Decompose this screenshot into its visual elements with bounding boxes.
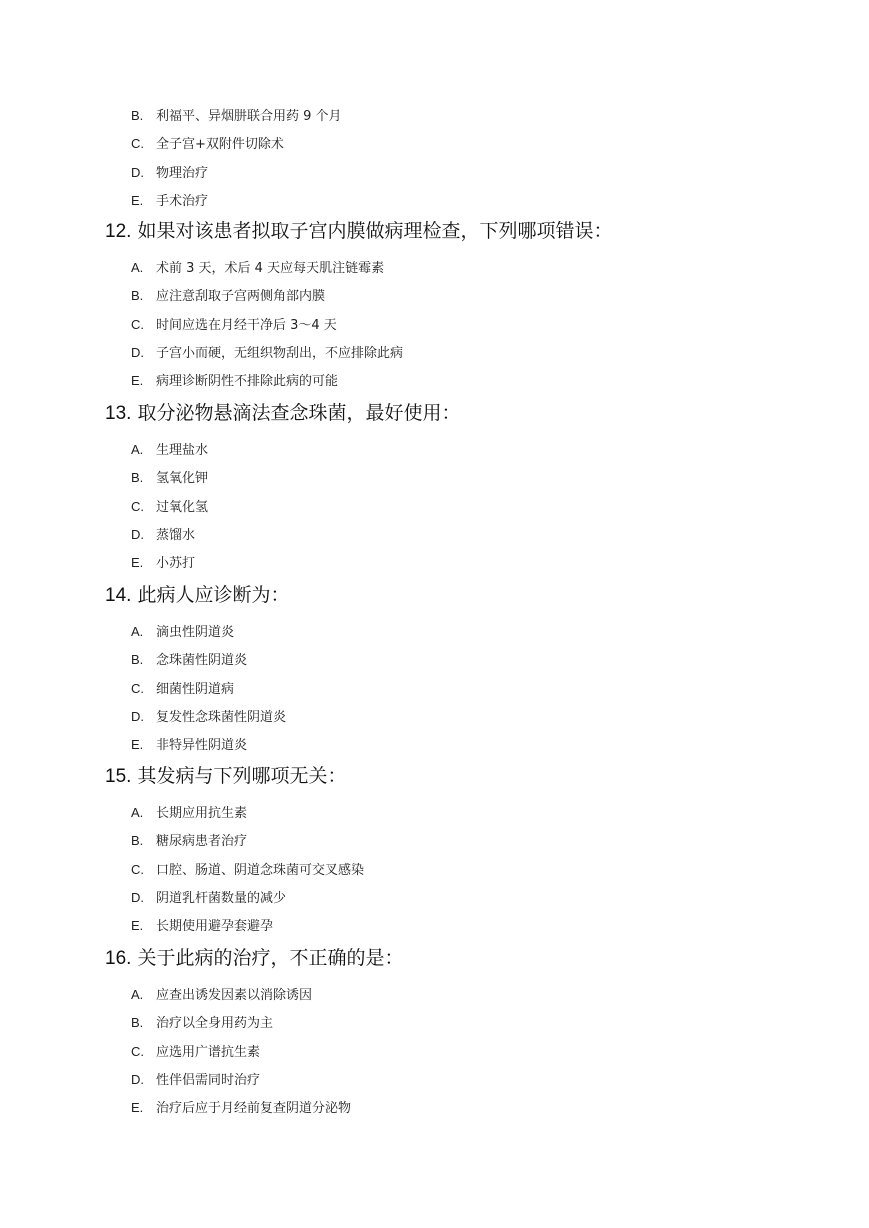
option-text: 口腔、肠道、阴道念珠菌可交叉感染 — [156, 862, 365, 878]
option-item — [131, 731, 289, 759]
option-item — [131, 646, 289, 674]
option-letter: E. — [131, 555, 144, 571]
option-text: 治疗后应于月经前复查阴道分泌物 — [156, 1101, 352, 1117]
option-letter: B. — [131, 1015, 144, 1031]
option-letter: A. — [131, 987, 144, 1002]
option-text: 物理治疗 — [156, 165, 209, 181]
option-letter: D. — [131, 344, 144, 360]
option-text: 应选用广谱抗生素 — [156, 1044, 261, 1060]
option-item — [131, 282, 612, 310]
option-item — [131, 493, 460, 521]
question-stem: 如果对该患者拟取子宫内膜做病理检查，下列哪项错误： — [137, 220, 613, 242]
question-14 — [105, 583, 289, 759]
option-item — [131, 436, 460, 464]
question-number: 13. — [105, 403, 132, 424]
option-item — [131, 254, 612, 282]
option-letter: D. — [131, 708, 144, 724]
option-letter: A. — [131, 260, 144, 275]
question-number: 15. — [105, 766, 132, 787]
option-item — [131, 675, 289, 703]
option-item — [131, 521, 460, 549]
option-item — [131, 311, 612, 339]
question-stem: 其发病与下列哪项无关： — [137, 765, 347, 787]
option-text: 滴虫性阴道炎 — [156, 625, 235, 640]
options-list — [131, 799, 364, 940]
option-item — [131, 159, 342, 187]
option-text: 时间应选在月经干净后 3～4 天 — [156, 317, 337, 333]
option-letter: C. — [131, 136, 144, 152]
option-item — [131, 367, 612, 395]
option-item — [131, 981, 403, 1009]
options-list — [131, 254, 612, 395]
question-title — [105, 764, 364, 788]
option-text: 蒸馏水 — [156, 527, 196, 543]
option-letter: A. — [131, 624, 144, 639]
option-letter: B. — [131, 470, 144, 486]
option-text: 全子宫+双附件切除术 — [156, 137, 284, 153]
option-item — [131, 1009, 403, 1037]
question-title — [105, 219, 612, 243]
option-letter: D. — [131, 1071, 144, 1087]
option-letter: C. — [131, 316, 144, 332]
option-text: 复发性念珠菌性阴道炎 — [156, 709, 287, 725]
option-letter: E. — [131, 1100, 144, 1116]
option-text: 生理盐水 — [156, 443, 209, 458]
question-12 — [105, 219, 612, 395]
option-item — [131, 187, 342, 215]
option-letter: C. — [131, 861, 144, 877]
option-text: 糖尿病患者治疗 — [156, 834, 248, 850]
question-title — [105, 401, 460, 425]
question-title — [105, 946, 403, 970]
option-item — [131, 799, 364, 827]
question-stem: 此病人应诊断为： — [137, 584, 290, 606]
option-text: 病理诊断阴性不排除此病的可能 — [156, 374, 339, 390]
option-text: 治疗以全身用药为主 — [156, 1016, 274, 1032]
option-text: 非特异性阴道炎 — [156, 738, 248, 754]
options-list — [131, 618, 289, 759]
option-text: 长期使用避孕套避孕 — [156, 919, 274, 935]
option-item — [131, 464, 460, 492]
option-item — [131, 1038, 403, 1066]
question-15 — [105, 764, 364, 940]
option-item — [131, 884, 364, 912]
option-text: 小苏打 — [156, 556, 196, 572]
options-list — [131, 436, 460, 577]
option-item — [131, 102, 342, 130]
option-text: 念珠菌性阴道炎 — [156, 653, 248, 669]
option-letter: B. — [131, 288, 144, 304]
question-number: 12. — [105, 221, 132, 242]
option-item — [131, 912, 364, 940]
question-13 — [105, 401, 460, 577]
option-letter: B. — [131, 108, 144, 123]
option-item — [131, 827, 364, 855]
option-letter: E. — [131, 373, 144, 389]
question-stem: 关于此病的治疗，不正确的是： — [137, 947, 404, 969]
option-item — [131, 1066, 403, 1094]
option-letter: D. — [131, 526, 144, 542]
question-stem: 取分泌物悬滴法查念珠菌，最好使用： — [137, 402, 461, 424]
options-list — [131, 981, 403, 1122]
option-text: 手术治疗 — [156, 193, 209, 209]
option-item — [131, 1094, 403, 1122]
question-title — [105, 583, 289, 607]
option-item — [131, 703, 289, 731]
option-text: 应注意刮取子宫两侧角部内膜 — [156, 289, 326, 305]
option-item — [131, 618, 289, 646]
option-text: 过氧化氢 — [156, 499, 209, 515]
option-text: 子宫小而硬，无组织物刮出，不应排除此病 — [156, 345, 404, 361]
option-letter: D. — [131, 164, 144, 180]
question-number: 16. — [105, 948, 132, 969]
option-text: 氢氧化钾 — [156, 471, 209, 487]
option-item — [131, 549, 460, 577]
option-letter: E. — [131, 918, 144, 934]
option-item — [131, 856, 364, 884]
option-letter: E. — [131, 192, 144, 208]
option-text: 性伴侣需同时治疗 — [156, 1072, 261, 1088]
option-letter: C. — [131, 680, 144, 696]
option-letter: A. — [131, 805, 144, 820]
option-text: 细菌性阴道病 — [156, 681, 235, 697]
option-item — [131, 339, 612, 367]
option-letter: C. — [131, 498, 144, 514]
option-text: 阴道乳杆菌数量的减少 — [156, 890, 287, 906]
option-letter: E. — [131, 737, 144, 753]
option-letter: C. — [131, 1043, 144, 1059]
option-text: 利福平、异烟肼联合用药 9 个月 — [156, 109, 342, 124]
option-letter: A. — [131, 442, 144, 457]
option-letter: D. — [131, 889, 144, 905]
option-text: 应查出诱发因素以消除诱因 — [156, 988, 313, 1003]
option-letter: B. — [131, 652, 144, 668]
option-item — [131, 130, 342, 158]
option-letter: B. — [131, 833, 144, 849]
option-text: 术前 3 天，术后 4 天应每天肌注链霉素 — [156, 261, 385, 276]
question-number: 14. — [105, 585, 132, 606]
continued-options-list — [131, 102, 342, 215]
question-16 — [105, 946, 403, 1122]
option-text: 长期应用抗生素 — [156, 806, 248, 821]
